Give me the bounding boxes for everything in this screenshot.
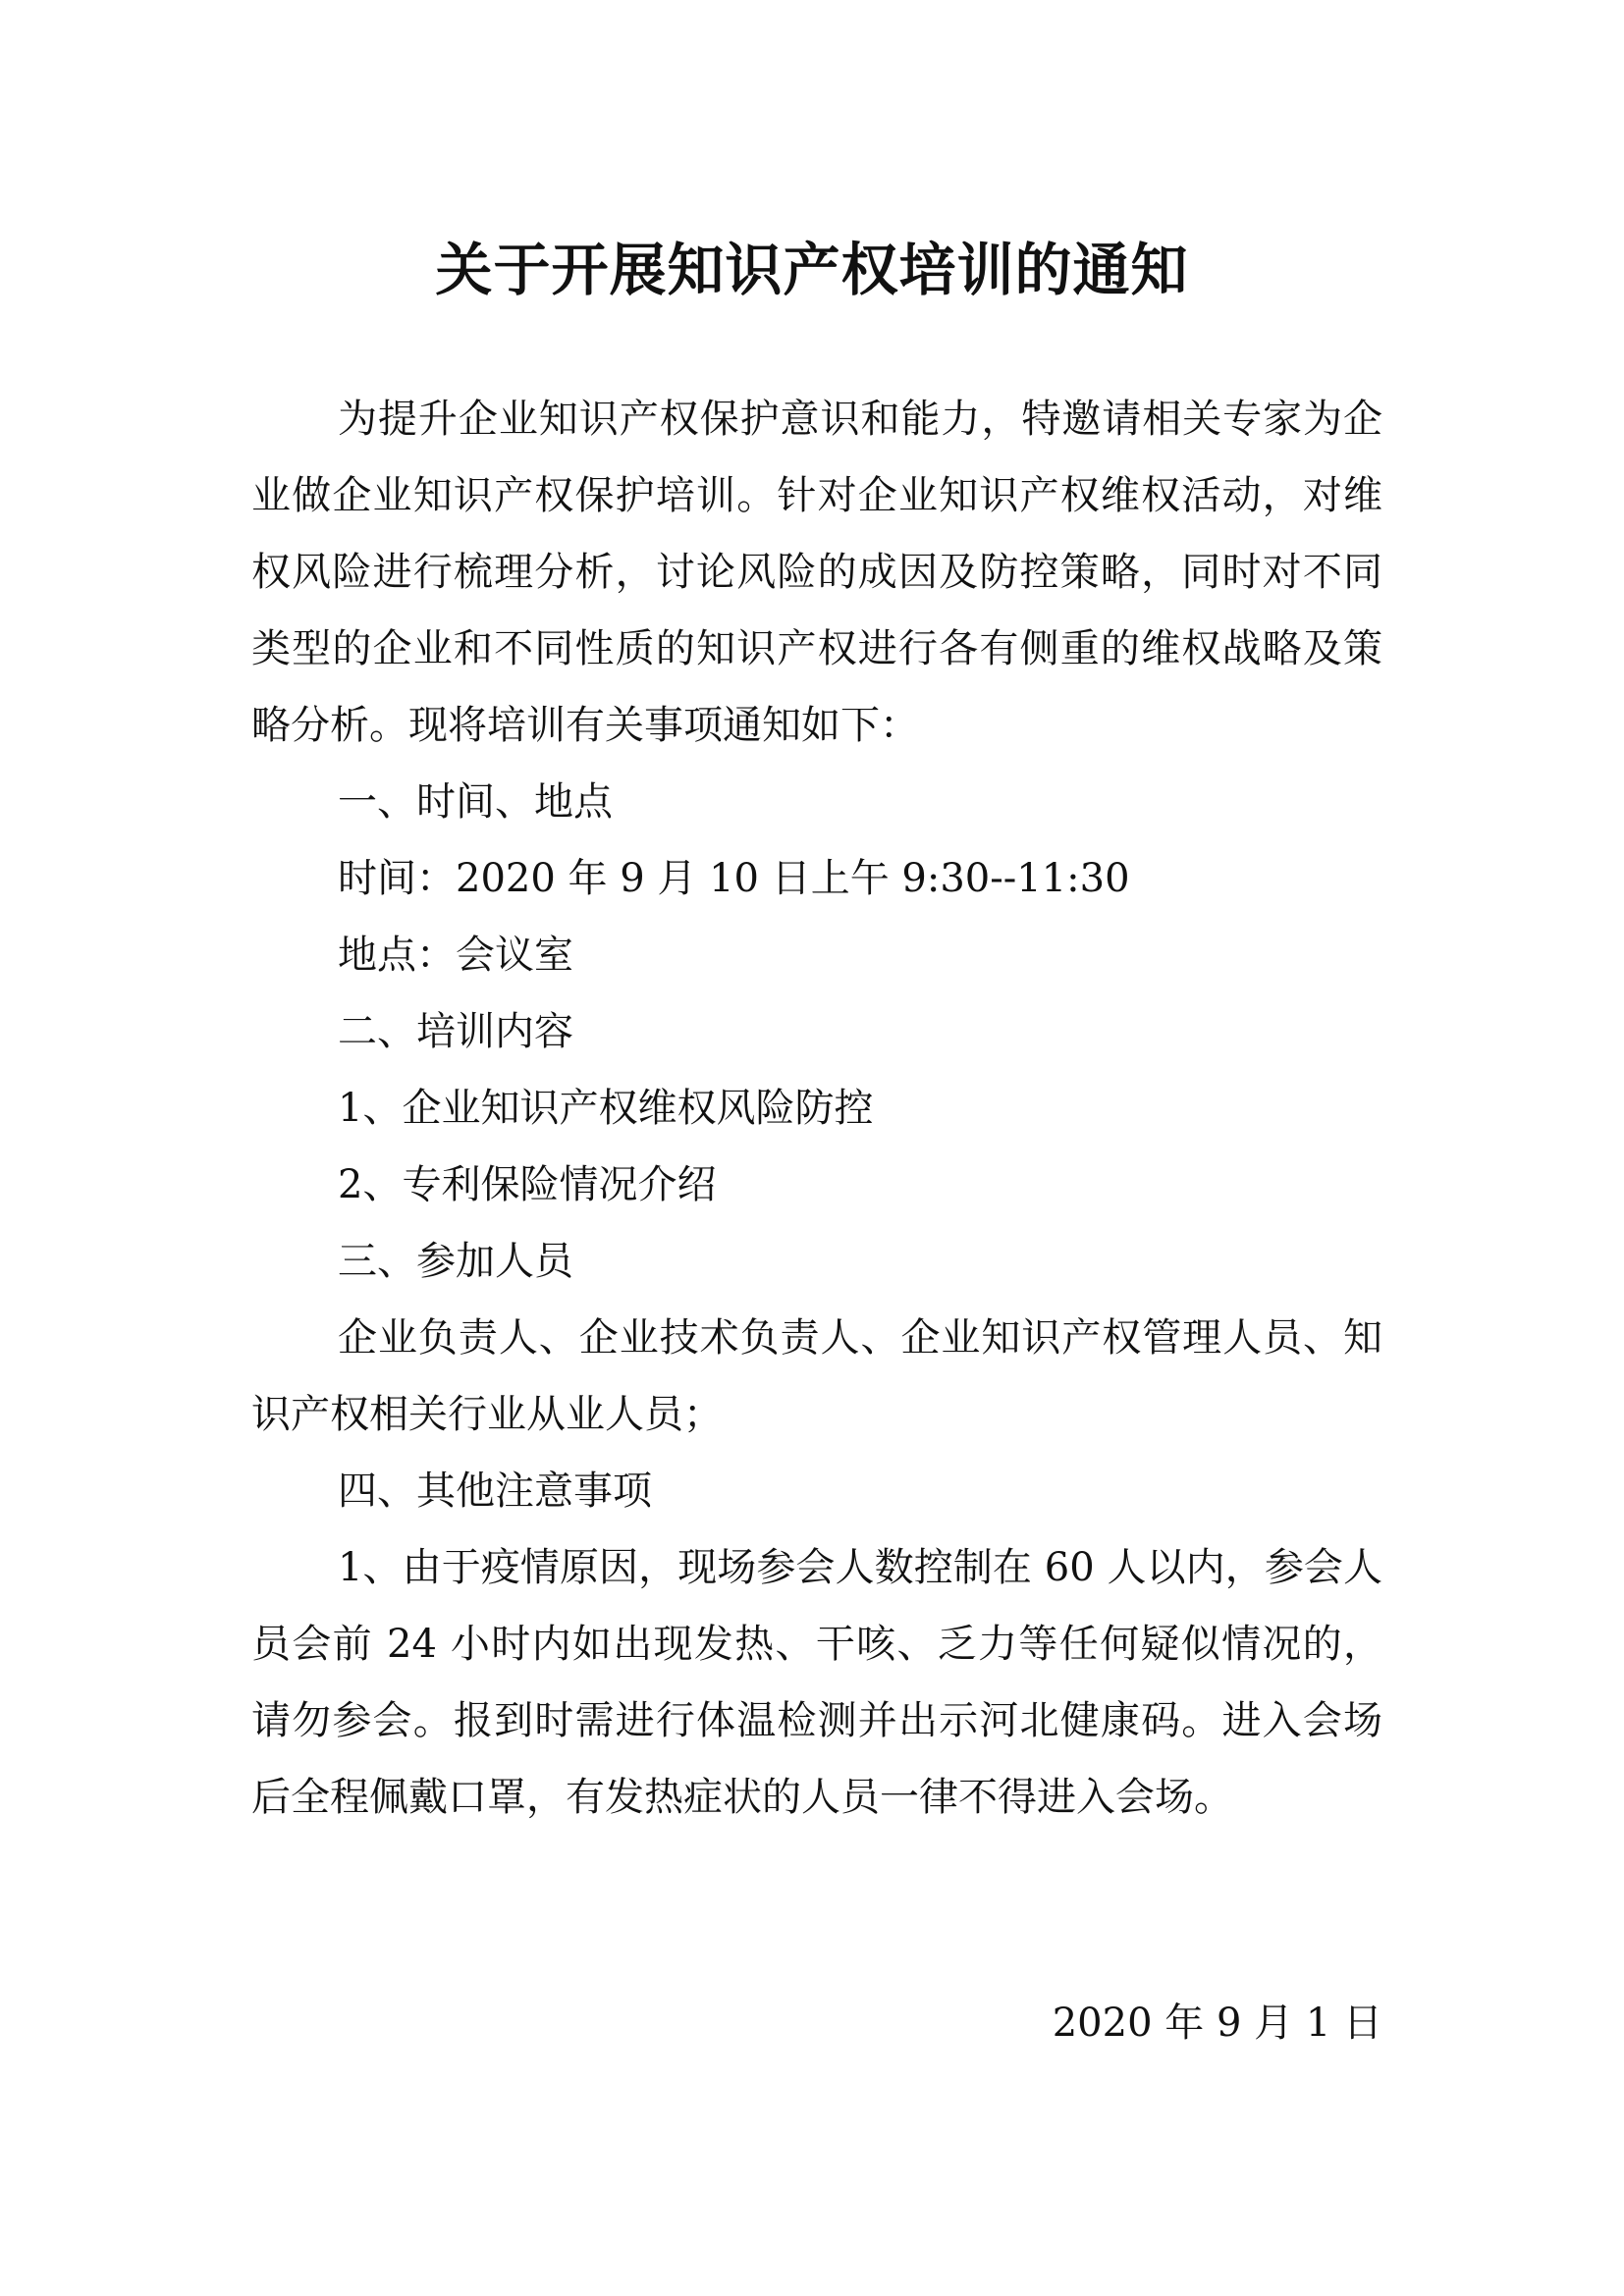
document-date: 2020 年 9 月 1 日 (1052, 2001, 1382, 2046)
intro-paragraph: 为提升企业知识产权保护意识和能力，特邀请相关专家为企业做企业知识产权保护培训。针对企业知识产权维权活动，对维权风险进行梳理分析，讨论风险的成因及防控策略，同时对不同类型的企业和不同性质的知识产权进行各有侧重的维权战略及策略分析。现将培训有关事项通知如下： (251, 397, 1382, 748)
section-heading-attendees: 三、参加人员 (338, 1239, 573, 1284)
content-item-2: 2、专利保险情况介绍 (338, 1162, 717, 1207)
location-line: 地点：会议室 (338, 933, 573, 978)
document-body (251, 381, 1382, 1836)
section-heading-notes: 四、其他注意事项 (338, 1468, 652, 1514)
notes-paragraph: 1、由于疫情原因，现场参会人数控制在 60 人以内，参会人员会前 24 小时内如出现发热、干咳、乏力等任何疑似情况的，请勿参会。报到时需进行体温检测并出示河北健康码。进入会场后全程佩戴口罩，有发热症状的人员一律不得进入会场。 (251, 1545, 1382, 1820)
section-heading-time-location: 一、时间、地点 (338, 779, 613, 825)
attendees-paragraph: 企业负责人、企业技术负责人、企业知识产权管理人员、知识产权相关行业从业人员； (251, 1315, 1382, 1437)
time-line: 时间：2020 年 9 月 10 日上午 9:30--11:30 (338, 856, 1130, 901)
document-title: 关于开展知识产权培训的通知 (435, 237, 1189, 303)
section-heading-content: 二、培训内容 (338, 1009, 573, 1054)
content-item-1: 1、企业知识产权维权风险防控 (338, 1086, 874, 1131)
